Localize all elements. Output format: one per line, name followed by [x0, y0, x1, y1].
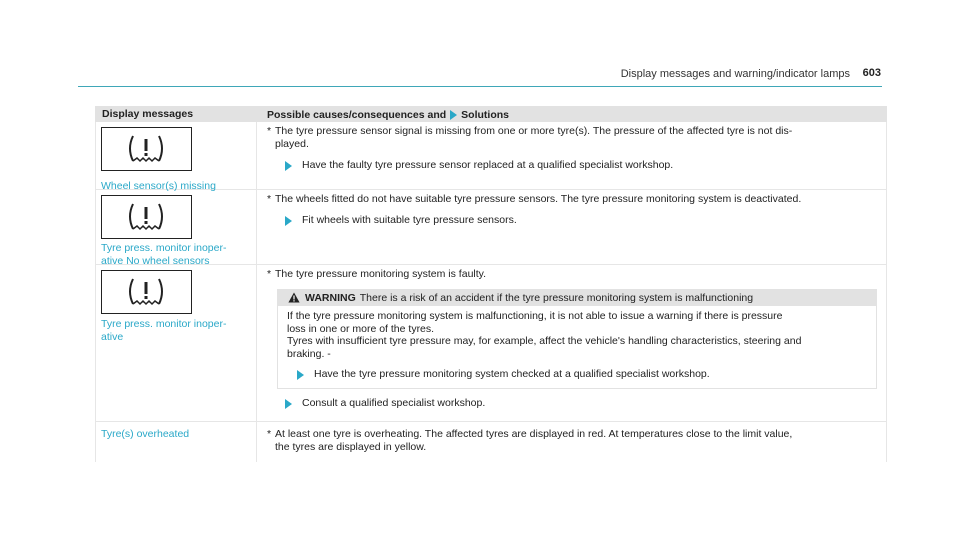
col-header-causes: [257, 106, 887, 122]
table-row: [95, 265, 887, 422]
causes-cell: [257, 190, 887, 264]
solution-text: Consult a qualified specialist workshop.: [302, 396, 486, 409]
table-row: [95, 122, 887, 190]
col-header-solutions-text: Solutions: [461, 109, 510, 121]
display-message-cell: [95, 422, 257, 462]
solution-text: Fit wheels with suitable tyre pressure sensors.: [302, 213, 517, 226]
display-message-cell: [95, 265, 257, 421]
cause-item: * The wheels fitted do not have suitable tyre pressure sensors. The tyre pressure monitoring system is deactivated.: [267, 193, 802, 205]
causes-cell: [257, 422, 887, 462]
cause-text: At least one tyre is overheating. The affected tyres are displayed in red. At temperatures close to the limit value,: [275, 428, 793, 440]
message-label: Tyre press. monitor inoper- ative: [101, 318, 227, 343]
warning-headline: There is a risk of an accident if the tyre pressure monitoring system is malfunctioning: [359, 291, 754, 304]
table-row: [95, 422, 887, 462]
message-label: Tyre(s) overheated: [101, 428, 190, 440]
solution-text: Have the tyre pressure monitoring system checked at a qualified specialist workshop.: [314, 367, 710, 380]
cause-item: * The tyre pressure sensor signal is missing from one or more tyre(s). The pressure of the affected tyre is not dis- played.: [267, 125, 793, 150]
display-messages-table: [95, 106, 887, 462]
table-header: [95, 106, 887, 122]
solution-text: Have the faulty tyre pressure sensor replaced at a qualified specialist workshop.: [302, 158, 674, 171]
solution-item: [265, 159, 878, 172]
table-row: [95, 190, 887, 265]
tyre-pressure-warning-icon: [101, 195, 192, 239]
cause-text: played.: [275, 137, 309, 150]
warning-body: If the tyre pressure monitoring system is malfunctioning, it is not able to issue a warning if there is pressure loss in one or more of the tyres. Tyres with insufficient tyre pressure may, for example, affect the vehicle's handling characteristics, steering and braking. - Have the tyre pressure monitoring system checked at a qualified specialist workshop.: [278, 306, 876, 388]
solution-arrow-icon: [450, 110, 457, 120]
header-rule: [78, 86, 882, 87]
warning-header: [278, 290, 876, 306]
warning-box: [277, 289, 877, 389]
tyre-pressure-warning-icon: [101, 270, 192, 314]
solution-arrow-icon: [285, 216, 292, 226]
cause-text: the tyres are displayed in yellow.: [275, 440, 427, 453]
causes-cell: [257, 265, 887, 421]
warning-triangle-icon: [288, 292, 300, 303]
cause-text: The tyre pressure monitoring system is faulty.: [275, 268, 487, 280]
cause-item: * At least one tyre is overheating. The affected tyres are displayed in red. At temperatures close to the limit value, the tyres are displayed in yellow.: [267, 428, 793, 453]
page-number: 603: [862, 67, 881, 79]
page-header-title: Display messages and warning/indicator lamps: [620, 68, 850, 80]
cause-text: The wheels fitted do not have suitable tyre pressure sensors. The tyre pressure monitoring system is deactivated.: [275, 193, 802, 205]
solution-arrow-icon: [285, 161, 292, 171]
solution-item: [265, 214, 878, 227]
solution-item: [265, 397, 878, 410]
solution-arrow-icon: [285, 399, 292, 409]
col-header-display-messages: Display messages: [102, 108, 194, 120]
message-label: Wheel sensor(s) missing: [101, 180, 216, 192]
causes-cell: [257, 122, 887, 189]
solution-arrow-icon: [297, 370, 304, 380]
message-label: Tyre press. monitor inoper- ative No wheel sensors: [101, 242, 227, 267]
cause-text: The tyre pressure sensor signal is missing from one or more tyre(s). The pressure of the affected tyre is not dis-: [275, 125, 793, 137]
warning-solution-item: [287, 368, 868, 381]
cause-item: * The tyre pressure monitoring system is faulty.: [267, 268, 487, 280]
warning-title: WARNING: [305, 291, 356, 304]
display-message-cell: [95, 122, 257, 192]
tyre-pressure-warning-icon: [101, 127, 192, 171]
col-header-causes-text: Possible causes/consequences and: [267, 109, 447, 121]
display-message-cell: [95, 190, 257, 267]
